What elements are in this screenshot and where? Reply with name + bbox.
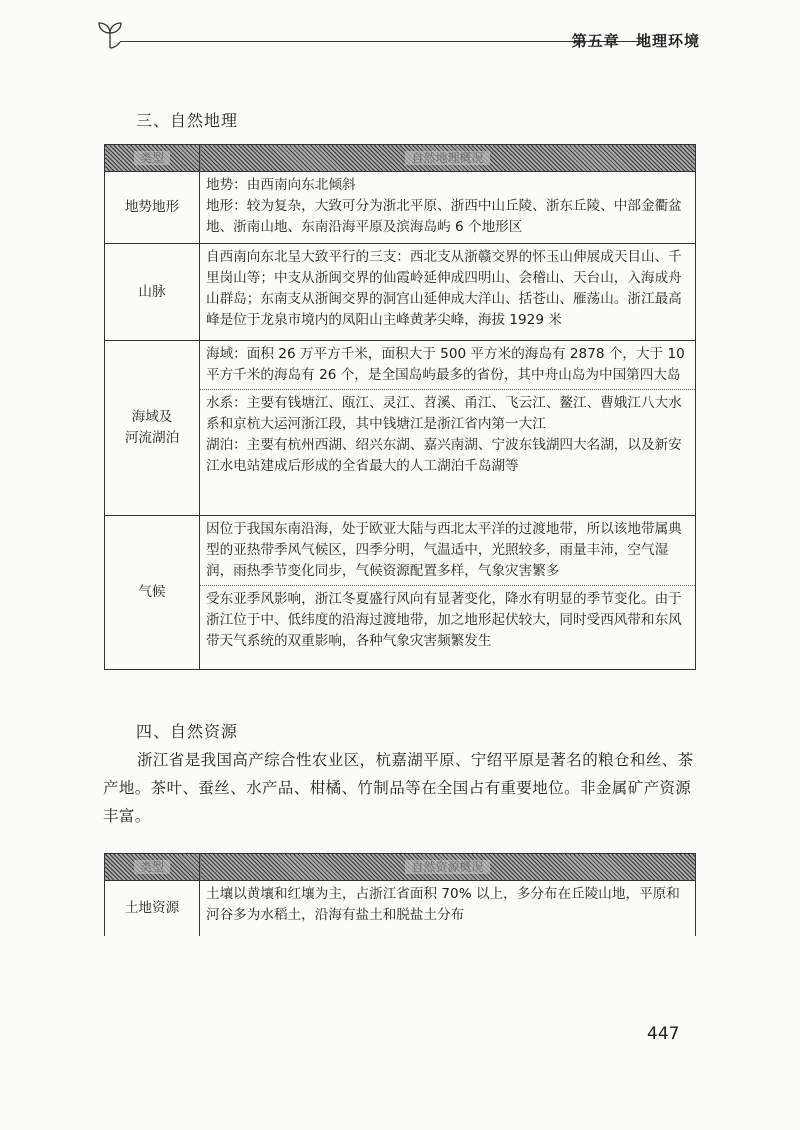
row-label: 山脉 bbox=[105, 244, 200, 341]
chapter-heading bbox=[572, 30, 700, 51]
row-content bbox=[200, 881, 696, 936]
cell-text: 自西南向东北呈大致平行的三支：西北支从浙赣交界的怀玉山伸展成天目山、千里岗山等；中支从浙闽交界的仙霞岭延伸成四明山、会稽山、天台山，入海成舟山群岛；东南支从浙闽交界的洞宫山延伸成大洋山、括苍山、雁荡山。浙江最高峰是位于龙泉市境内的凤阳山主峰黄茅尖峰，海拔 1929 米 bbox=[206, 249, 682, 328]
table-row bbox=[105, 341, 696, 516]
table-header-cell bbox=[200, 854, 696, 881]
row-content bbox=[200, 516, 696, 670]
table-header-cell bbox=[105, 854, 200, 881]
leaf-icon bbox=[96, 20, 124, 50]
header-rule bbox=[120, 41, 646, 42]
cell-text: 海域：面积 26 万平方千米，面积大于 500 平方米的海岛有 2878 个，大于 10 平方千米的海岛有 26 个，是全国岛屿最多的省份，其中舟山岛为中国第四大岛 bbox=[206, 346, 685, 383]
table-row bbox=[105, 244, 696, 341]
section-title-natural-resources: 四、自然资源 bbox=[136, 722, 239, 741]
table-row bbox=[105, 881, 696, 936]
cell-text: 受东亚季风影响，浙江冬夏盛行风向有显著变化，降水有明显的季节变化。由于浙江位于中、低纬度的沿海过渡地带，加之地形起伏较大，同时受西风带和东风带天气系统的双重影响，各种气象灾害频繁发生 bbox=[200, 585, 695, 655]
table-header-cell bbox=[105, 145, 200, 172]
cell-text: 土壤以黄壤和红壤为主，占浙江省面积 70% 以上，多分布在丘陵山地，平原和河谷多为水稻土，沿海有盐土和脱盐土分布 bbox=[206, 886, 680, 923]
header-text: 类型 bbox=[134, 860, 170, 874]
table-row bbox=[105, 516, 696, 670]
chapter-title: 地理环境 bbox=[635, 32, 700, 50]
header-text: 类型 bbox=[134, 151, 170, 165]
cell-text: 因位于我国东南沿海，处于欧亚大陆与西北太平洋的过渡地带，所以该地带属典型的亚热带季风气候区，四季分明，气温适中，光照较多，雨量丰沛，空气湿润，雨热季节变化同步，气候资源配置多样，气象灾害繁多 bbox=[206, 521, 682, 579]
table-row bbox=[105, 172, 696, 244]
row-label: 土地资源 bbox=[105, 881, 200, 936]
row-label: 海域及 河流湖泊 bbox=[105, 341, 200, 516]
section-title-natural-geography: 三、自然地理 bbox=[136, 111, 239, 130]
row-content bbox=[200, 244, 696, 341]
body-paragraph: 浙江省是我国高产综合性农业区，杭嘉湖平原、宁绍平原是著名的粮仓和丝、茶产地。茶叶、蚕丝、水产品、柑橘、竹制品等在全国占有重要地位。非金属矿产资源丰富。 bbox=[103, 751, 694, 825]
row-content bbox=[200, 341, 696, 516]
running-header bbox=[96, 20, 700, 60]
row-content bbox=[200, 172, 696, 244]
table-header-row bbox=[105, 854, 696, 881]
table-header-cell bbox=[200, 145, 696, 172]
natural-resources-table bbox=[104, 853, 696, 936]
header-text: 自然地理概况 bbox=[405, 151, 489, 165]
chapter-number: 第五章 bbox=[571, 32, 620, 50]
header-text: 自然资源概况 bbox=[405, 860, 489, 874]
row-label: 气候 bbox=[105, 516, 200, 670]
natural-geography-table bbox=[104, 144, 696, 670]
page-number: 447 bbox=[647, 1024, 680, 1044]
cell-text: 地势：由西南向东北倾斜 地形：较为复杂，大致可分为浙北平原、浙西中山丘陵、浙东丘陵、中部金衢盆地、浙南山地、东南沿海平原及滨海岛屿 6 个地形区 bbox=[206, 177, 682, 235]
row-label: 地势地形 bbox=[105, 172, 200, 244]
cell-text: 水系：主要有钱塘江、瓯江、灵江、苕溪、甬江、飞云江、鳌江、曹娥江八大水系和京杭大运河浙江段，其中钱塘江是浙江省内第一大江 湖泊：主要有杭州西湖、绍兴东湖、嘉兴南湖、宁波东钱湖四大名湖，以及新安江水电站建成后形成的全省最大的人工湖泊千岛湖等 bbox=[200, 389, 695, 480]
table-header-row bbox=[105, 145, 696, 172]
